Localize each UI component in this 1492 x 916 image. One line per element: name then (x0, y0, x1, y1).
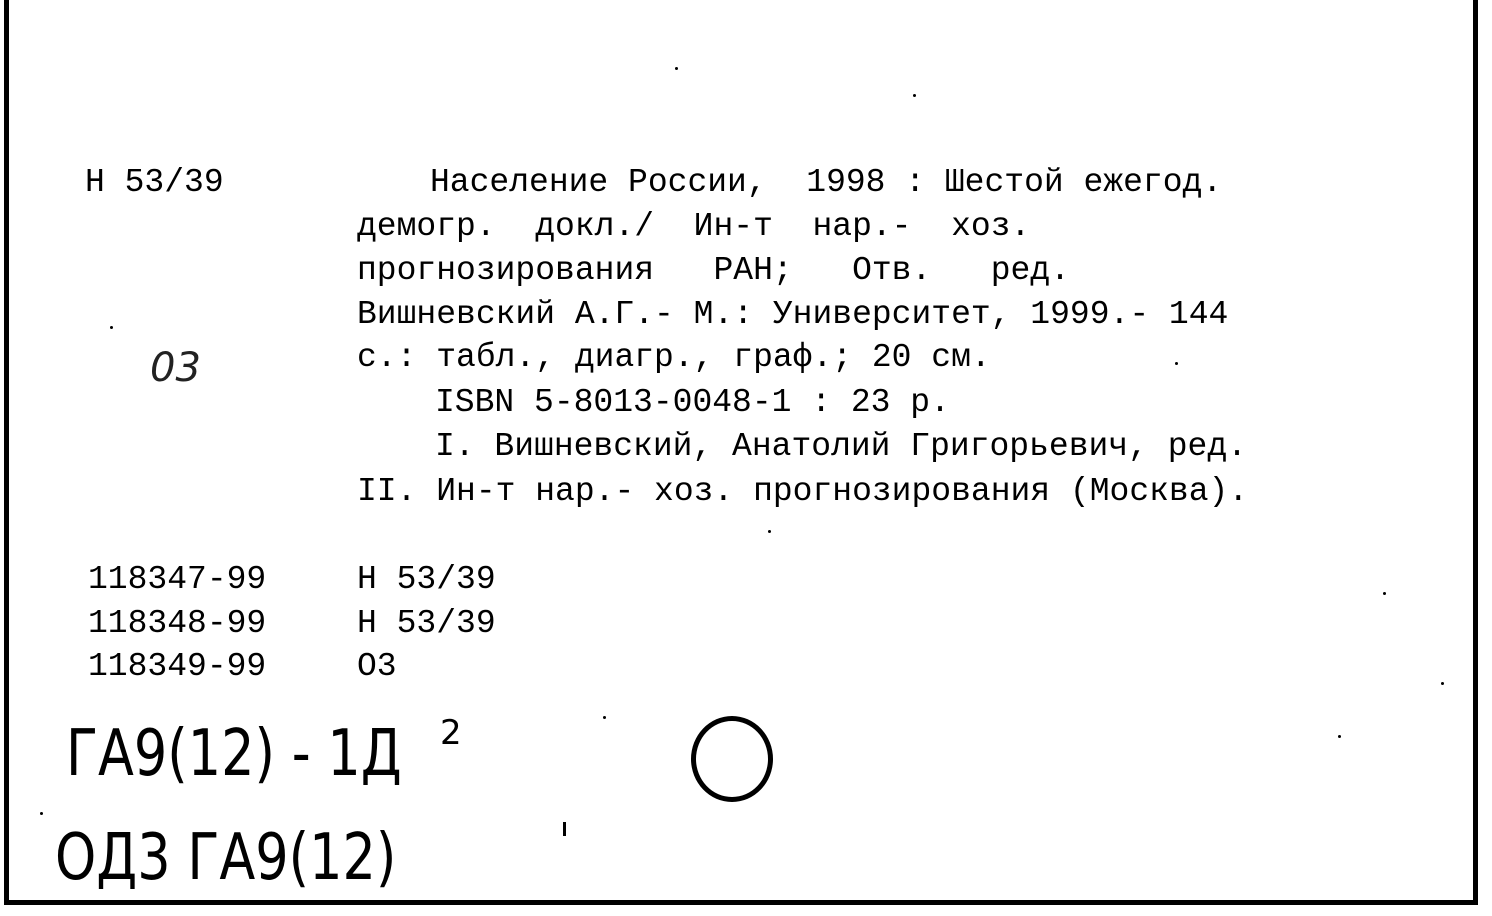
shelf-mark: Н 53/39 (85, 164, 224, 201)
punch-hole-icon (691, 716, 773, 802)
copy-inventory-2: 118348-99 (88, 605, 267, 642)
added-entry-1: I. Вишневский, Анатолий Григорьевич, ред. (435, 428, 1247, 465)
isbn-line: ISBN 5-8013-0048-1 : 23 р. (435, 384, 950, 421)
handwritten-code-2: ОД3 ГА9(12) (55, 821, 397, 895)
handwritten-code-1: ГА9(12) - 1Д (66, 717, 402, 791)
description-line-5: с.: табл., диагр., граф.; 20 см. (357, 339, 991, 376)
description-line-3: прогнозирования РАН; Отв. ред. (357, 252, 1070, 289)
description-line-2: демогр. докл./ Ин-т нар.- хоз. (357, 208, 1031, 245)
speck-mark (1175, 362, 1178, 365)
copy-inventory-1: 118347-99 (88, 561, 267, 598)
speck-mark (40, 812, 43, 815)
speck-mark (603, 716, 606, 719)
description-line-1: Население России, 1998 : Шестой ежегод. (430, 164, 1223, 201)
description-line-4: Вишневский А.Г.- М.: Университет, 1999.- 144 (357, 296, 1229, 333)
speck-mark (1338, 735, 1341, 738)
copy-location-2: Н 53/39 (357, 605, 496, 642)
speck-mark (768, 530, 771, 533)
added-entry-2: II. Ин-т нар.- хоз. прогнозирования (Москва). (357, 473, 1249, 510)
copy-location-1: Н 53/39 (357, 561, 496, 598)
speck-mark (675, 67, 678, 70)
pen-mark (563, 822, 566, 836)
copy-location-3: О3 (357, 648, 397, 685)
copy-inventory-3: 118349-99 (88, 648, 267, 685)
speck-mark (1383, 592, 1386, 595)
speck-mark (1441, 682, 1444, 685)
handwritten-shelf-code: 03 (150, 345, 201, 391)
handwritten-code-1-superscript: 2 (440, 713, 462, 753)
speck-mark (913, 94, 916, 97)
speck-mark (110, 326, 113, 329)
